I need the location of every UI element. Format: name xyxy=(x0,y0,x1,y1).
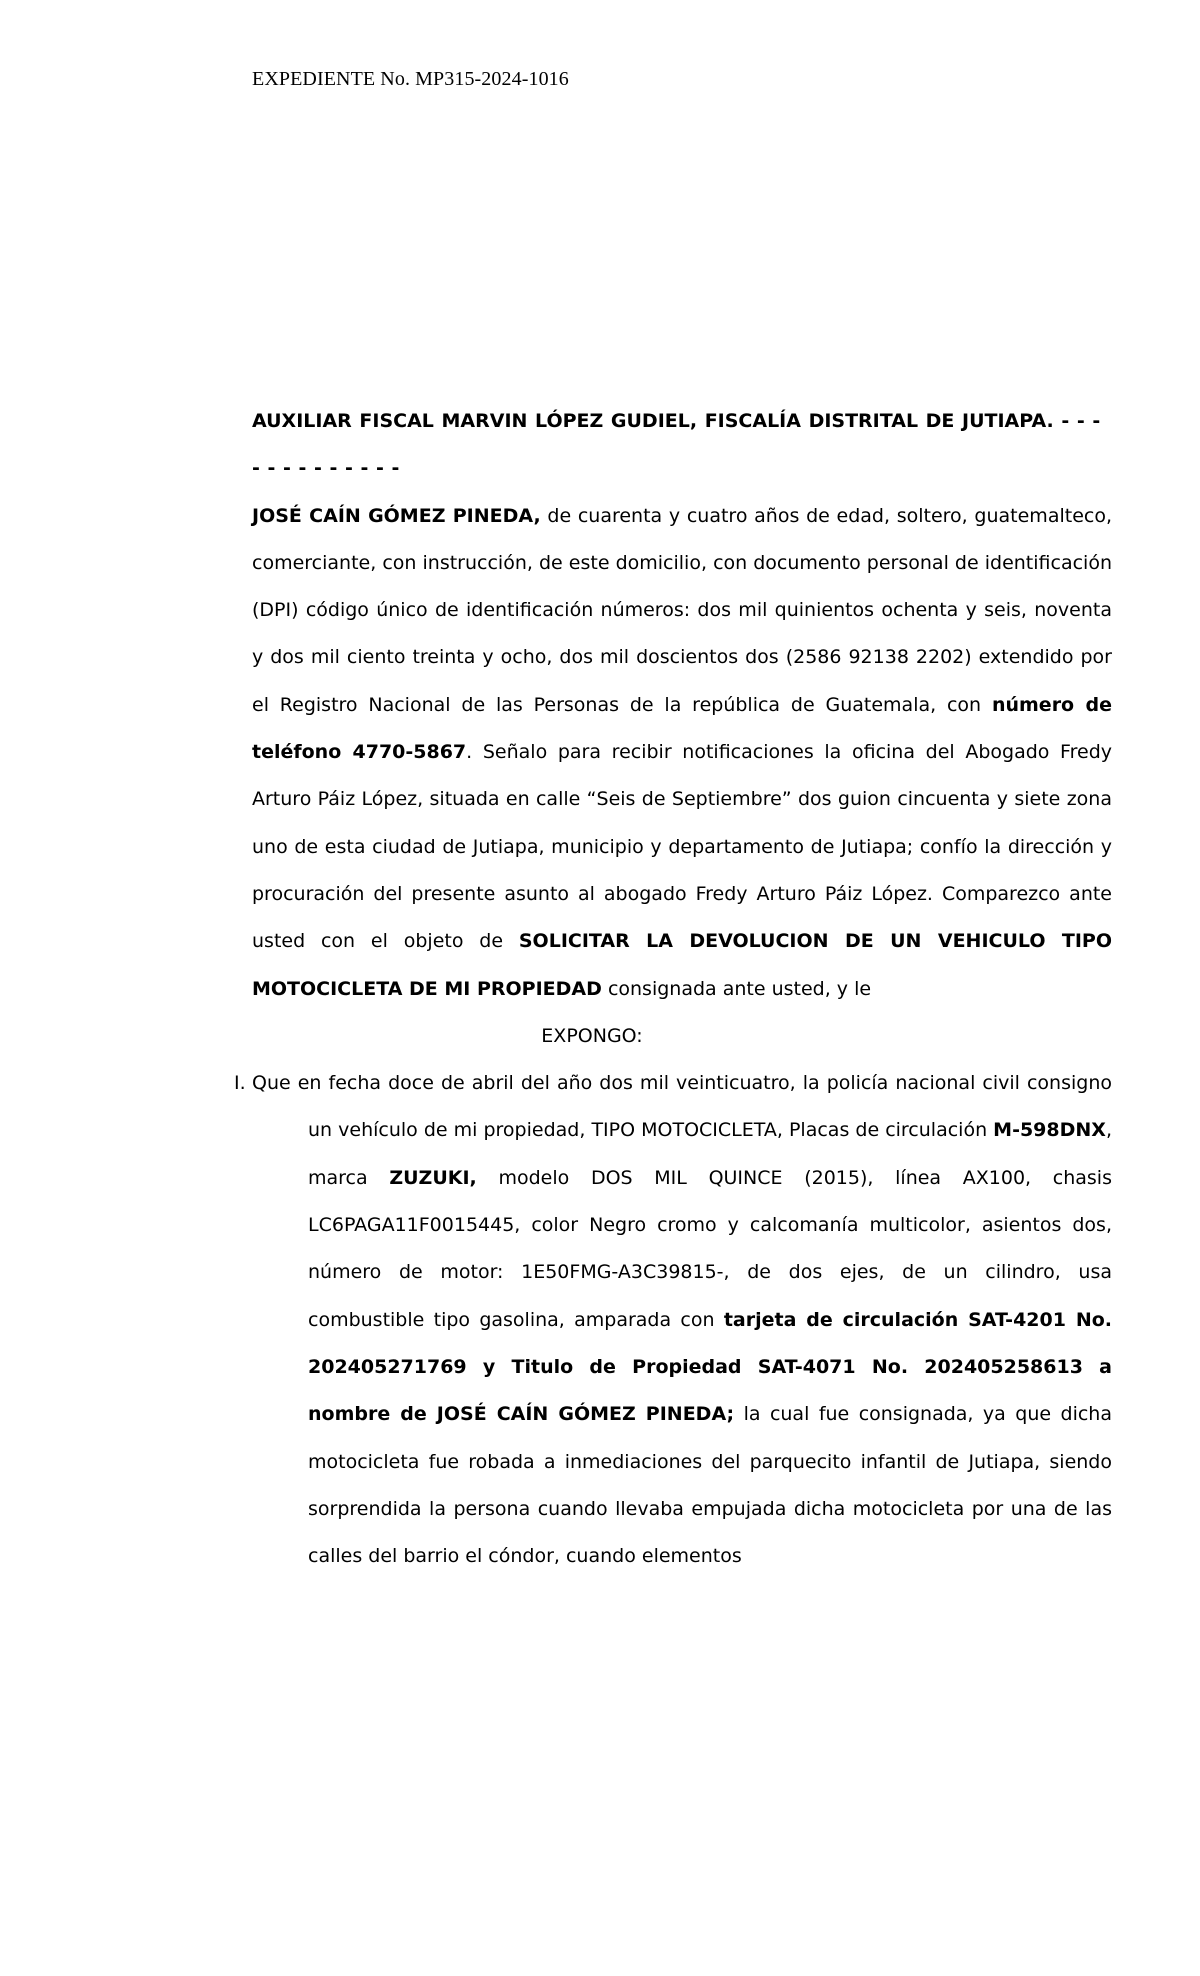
numbered-item-1: I. Que en fecha doce de abril del año dos mil veinticuatro, la policía nacional civil consigno un vehículo de mi propiedad, TIPO MOTOCICLETA, Placas de circulación M-598DNX, marca ZUZUKI, modelo DOS MIL QUINCE (2015), línea AX100, chasis LC6PAGA11F0015445, color Negro cromo y calcomanía multicolor, asientos dos, número de motor: 1E50FMG-A3C39815-, de dos ejes, de un cilindro, usa combustible tipo gasolina, amparada con tarjeta de circulación SAT-4201 No. 202405271769 y Titulo de Propiedad SAT-4071 No. 202405258613 a nombre de JOSÉ CAÍN GÓMEZ PINEDA; la cual fue consignada, ya que dicha motocicleta fue robada a inmediaciones del parquecito infantil de Jutiapa, siendo sorprendida la persona cuando llevaba empujada dicha motocicleta por una de las calles del barrio el cóndor, cuando elementos xyxy=(234,1072,1112,1568)
expongo-heading: EXPONGO: xyxy=(541,1024,643,1047)
circulation-card: tarjeta de circulación SAT-4201 No. 202405271769 y Titulo de Propiedad SAT-4071 No. 202405258613 a nombre de JOSÉ CAÍN GÓMEZ PINEDA; xyxy=(308,1308,1112,1426)
item1-text-1: Que en fecha doce de abril del año dos mil veinticuatro, la policía nacional civil consigno un vehículo de mi propiedad, TIPO MOTOCICLETA, Placas de circulación xyxy=(252,1072,1112,1142)
item1-text-3: modelo DOS MIL QUINCE (2015), línea AX100, chasis LC6PAGA11F0015445, color Negro cromo y calcomanía multicolor, asientos dos, número de motor: 1E50FMG-A3C39815-, de dos ejes, de un cilindro, usa combustible tipo gasolina, amparada con xyxy=(308,1166,1112,1331)
intro-text-3: consignada ante usted, y le xyxy=(601,977,872,1000)
item1-text-4: la cual fue consignada, ya que dicha motocicleta fue robada a inmediaciones del parquecito infantil de Jutiapa, siendo sorprendida la persona cuando llevaba empujada dicha motocicleta por una de las calles del barrio el cóndor, cuando elementos xyxy=(308,1403,1112,1568)
phone-number: número de teléfono 4770-5867 xyxy=(252,693,1113,764)
license-plate: M-598DNX xyxy=(993,1119,1106,1142)
document-body xyxy=(234,398,1113,1580)
item1-text-2: , marca xyxy=(308,1119,1112,1189)
intro-paragraph xyxy=(252,493,1112,1013)
intro-text-1: de cuarenta y cuatro años de edad, soltero, guatemalteco, comerciante, con instrucción, de este domicilio, con documento personal de identificación (DPI) código único de identificación números: dos mil quinientos ochenta y seis, noventa y dos mil ciento treinta y ocho, dos mil doscientos dos (2586 92138 2202) extendido por el Registro Nacional de las Personas de la república de Guatemala, con xyxy=(252,504,1112,716)
petitioner-name: JOSÉ CAÍN GÓMEZ PINEDA, xyxy=(252,504,541,527)
intro-text-2: . Señalo para recibir notificaciones la oficina del Abogado Fredy Arturo Páiz López, situada en calle “Seis de Septiembre” dos guion cincuenta y siete zona uno de esta ciudad de Jutiapa, municipio y departamento de Jutiapa; confío la dirección y procuración del presente asunto al abogado Fredy Arturo Páiz López. Comparezco ante usted con el objeto de xyxy=(252,741,1112,953)
expediente-header: EXPEDIENTE No. MP315-2024-1016 xyxy=(252,68,569,90)
vehicle-brand: ZUZUKI, xyxy=(389,1166,477,1189)
addressee-line: AUXILIAR FISCAL MARVIN LÓPEZ GUDIEL, FISCALÍA DISTRITAL DE JUTIAPA. - - - - - - - - - - - - - xyxy=(252,410,1101,480)
request-statement: SOLICITAR LA DEVOLUCION DE UN VEHICULO TIPO MOTOCICLETA DE MI PROPIEDAD xyxy=(252,930,1112,1000)
